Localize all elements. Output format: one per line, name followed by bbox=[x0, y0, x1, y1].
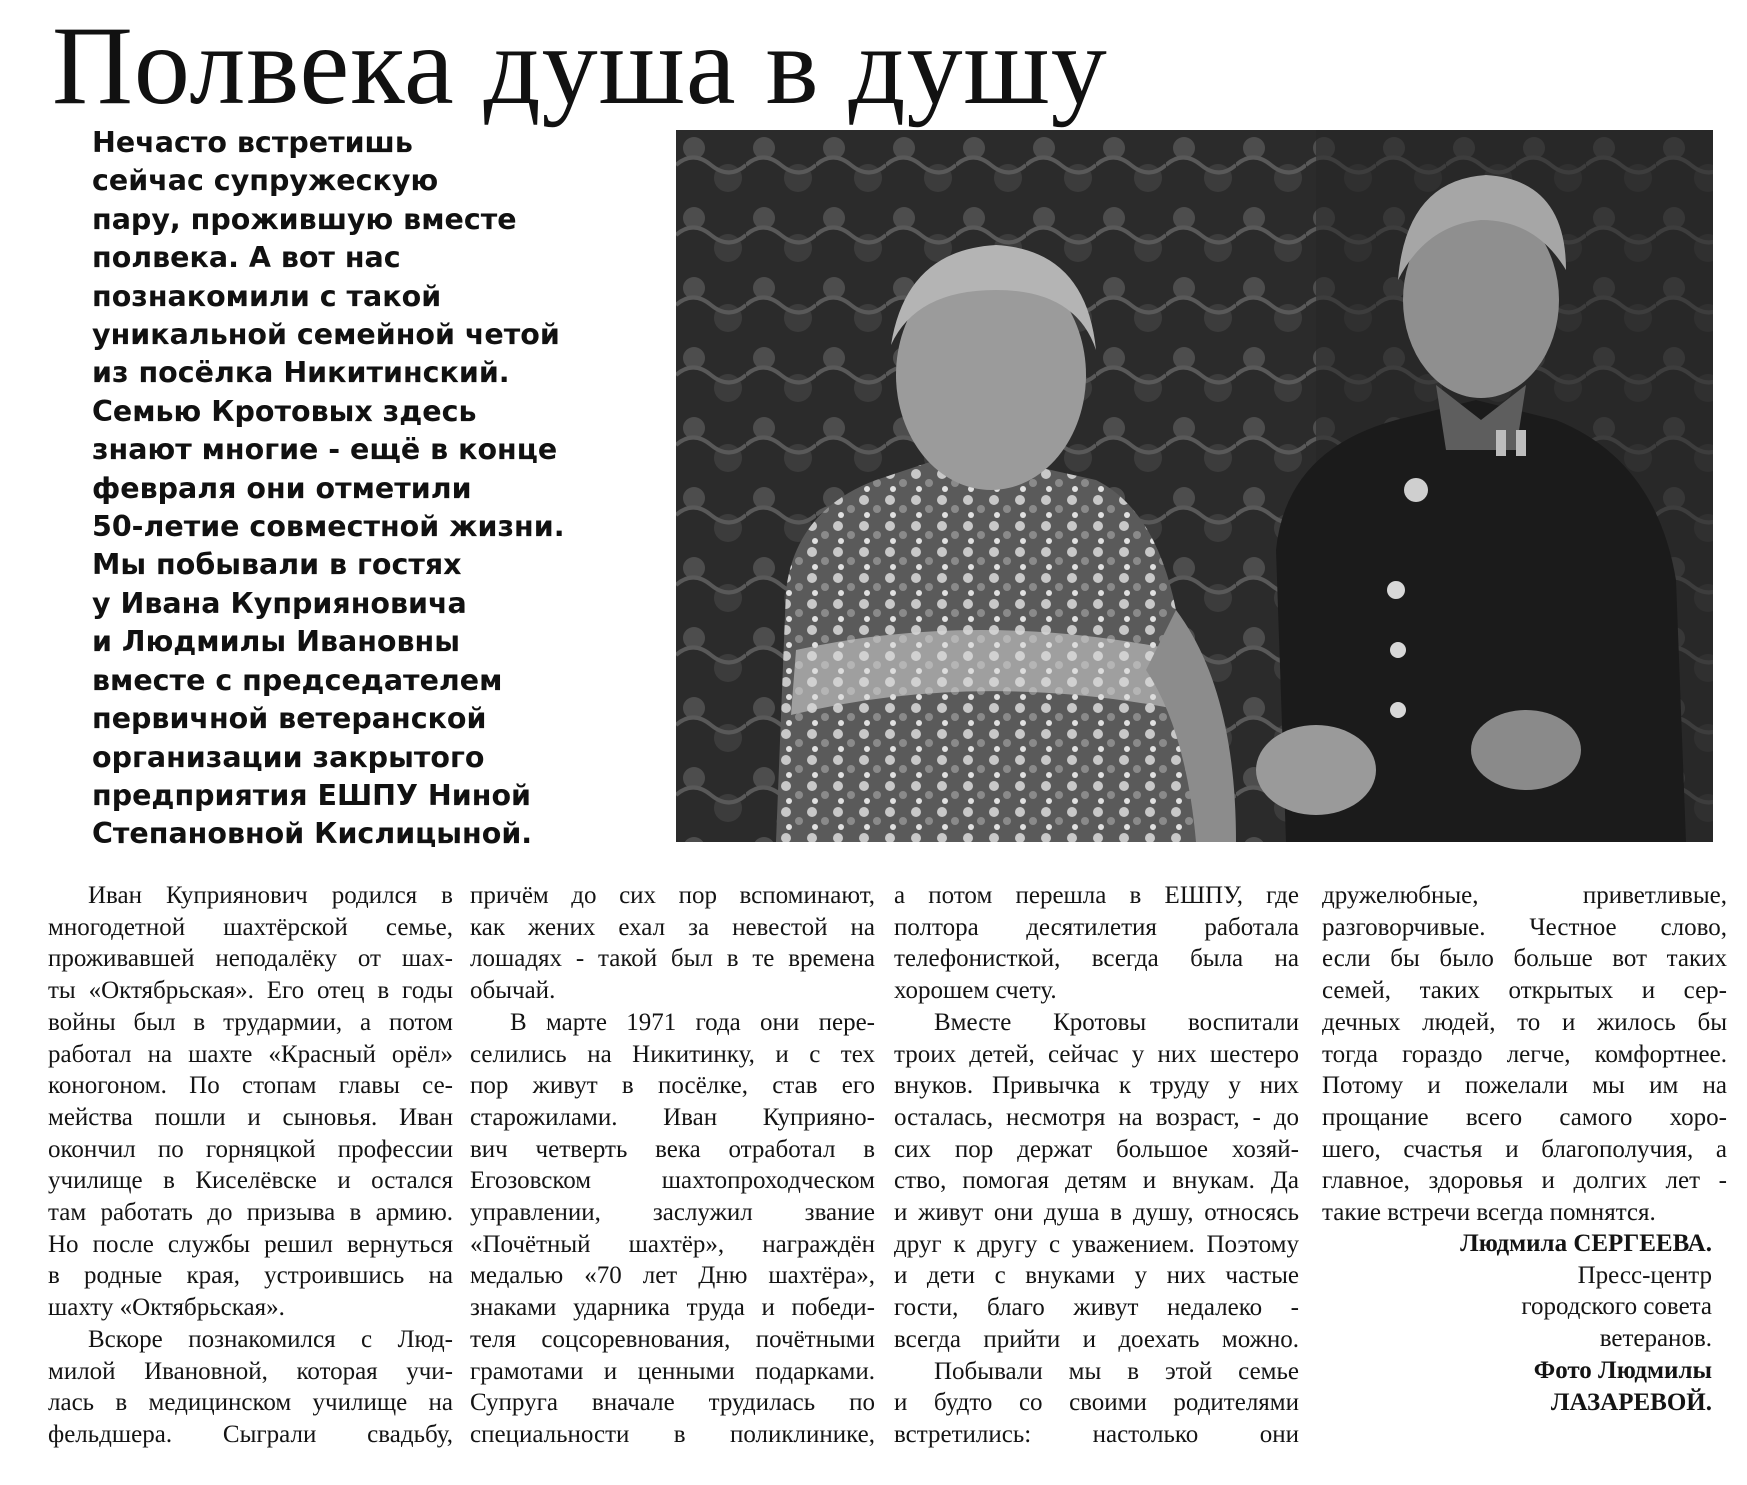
text-line: такие встречи всегда помнятся. bbox=[1322, 1199, 1656, 1227]
lead-line: вместе с председателем bbox=[92, 663, 503, 697]
text-line: медалью «70 лет Дню шахтёра», bbox=[470, 1262, 875, 1290]
text-line: грамотами и ценными подарками. bbox=[470, 1357, 875, 1385]
text-line: полтора десятилетия работала bbox=[894, 913, 1299, 941]
photo-illustration bbox=[676, 130, 1713, 842]
lead-line: из посёлка Никитинский. bbox=[92, 356, 510, 390]
text-line: ство, помогая детям и внукам. Да bbox=[894, 1167, 1299, 1195]
text-line: внуков. Привычка к труду у них bbox=[894, 1072, 1299, 1100]
text-line: работал на шахте «Красный орёл» bbox=[48, 1040, 453, 1068]
author-org-line: городского совета bbox=[1521, 1293, 1712, 1321]
lead-line: уникальной семейной четой bbox=[92, 318, 560, 352]
text-line: училище в Киселёвске и остался bbox=[48, 1167, 453, 1195]
text-line: шего, счастья и благополучия, а bbox=[1322, 1135, 1727, 1163]
text-line: шахту «Октябрьская». bbox=[48, 1294, 285, 1322]
photo-credit: Фото Людмилы bbox=[1533, 1356, 1712, 1384]
headline: Полвека душа в душу bbox=[52, 4, 1108, 128]
text-line: лась в медицинском училище на bbox=[48, 1389, 453, 1417]
text-line: Потому и пожелали мы им на bbox=[1322, 1072, 1727, 1100]
text-line: обычай. bbox=[470, 977, 556, 1005]
text-line: причём до сих пор вспоминают, bbox=[470, 882, 875, 909]
text-line: хорошем счету. bbox=[894, 977, 1057, 1005]
text-line: фельдшера. Сыграли свадьбу, bbox=[48, 1420, 453, 1448]
text-line: многодетной шахтёрской семье, bbox=[48, 913, 453, 941]
text-line: телефонисткой, всегда была на bbox=[894, 945, 1299, 973]
text-line: ты «Октябрьская». Его отец в годы bbox=[48, 977, 453, 1005]
text-line: Егозовском шахтопроходческом bbox=[470, 1167, 875, 1195]
text-line: Но после службы решил вернуться bbox=[48, 1230, 453, 1258]
lead-line: Нечасто встретишь bbox=[92, 126, 413, 159]
lead-line: пару, прожившую вместе bbox=[92, 202, 517, 236]
lead-line: предприятия ЕШПУ Ниной bbox=[92, 778, 531, 812]
lead-line: полвека. А вот нас bbox=[92, 241, 401, 275]
text-line: сих пор держат большое хозяй- bbox=[894, 1135, 1299, 1163]
text-line: Вместе Кротовы воспитали bbox=[934, 1008, 1299, 1036]
lead-line: познакомили с такой bbox=[92, 279, 442, 313]
text-line: осталась, несмотря на возраст, - до bbox=[894, 1103, 1299, 1131]
text-line: Иван Куприянович родился в bbox=[88, 882, 453, 909]
lead-line: 50-летие совместной жизни. bbox=[92, 510, 565, 544]
text-line: прощание всего самого хоро- bbox=[1322, 1103, 1727, 1131]
text-line: и живут они душа в душу, относясь bbox=[894, 1199, 1299, 1227]
text-line: друг к другу с уважением. Поэтому bbox=[894, 1230, 1299, 1258]
text-line: и будто со своими родителями bbox=[894, 1389, 1299, 1417]
lead-line: февраля они отметили bbox=[92, 471, 472, 505]
lead-line: Степановной Кислицыной. bbox=[92, 817, 533, 851]
text-line: теля соцсоревнования, почётными bbox=[470, 1325, 875, 1353]
text-line: Побывали мы в этой семье bbox=[934, 1357, 1299, 1385]
text-line: старожилами. Иван Куприяно- bbox=[470, 1103, 875, 1131]
article-column-1 bbox=[48, 880, 453, 1451]
text-line: в родные края, устроившись на bbox=[48, 1262, 453, 1290]
text-line: лошадях - такой был в те времена bbox=[470, 945, 875, 973]
lead-line: знают многие - ещё в конце bbox=[92, 433, 558, 467]
text-line: вич четверть века отработал в bbox=[470, 1135, 875, 1163]
lead-line: первичной ветеранской bbox=[92, 702, 487, 736]
text-line: пор живут в посёлке, став его bbox=[470, 1072, 875, 1100]
lead-line: сейчас супружескую bbox=[92, 164, 439, 198]
text-line: а потом перешла в ЕШПУ, где bbox=[894, 882, 1299, 909]
text-line: дружелюбные, приветливые, bbox=[1322, 882, 1727, 909]
couple-photo bbox=[676, 130, 1713, 842]
text-line: Супруга вначале трудилась по bbox=[470, 1389, 875, 1417]
text-line: селились на Никитинку, и с тех bbox=[470, 1040, 875, 1068]
text-line: встретились: настолько они bbox=[894, 1420, 1299, 1448]
byline bbox=[1322, 1228, 1712, 1418]
text-line: коногоном. По стопам главы се- bbox=[48, 1072, 453, 1100]
text-line: всегда прийти и доехать можно. bbox=[894, 1325, 1299, 1353]
text-line: если бы было больше вот таких bbox=[1322, 945, 1727, 973]
lead-line: у Ивана Куприяновича bbox=[92, 586, 467, 620]
article-column-3 bbox=[894, 880, 1299, 1451]
text-line: «Почётный шахтёр», награждён bbox=[470, 1230, 875, 1258]
text-line: специальности в поликлинике, bbox=[470, 1420, 875, 1448]
text-line: В марте 1971 года они пере- bbox=[510, 1008, 875, 1036]
text-line: разговорчивые. Честное слово, bbox=[1322, 913, 1727, 941]
text-line: войны был в трудармии, а потом bbox=[48, 1008, 453, 1036]
text-line: главное, здоровья и долгих лет - bbox=[1322, 1167, 1727, 1195]
text-line: проживавшей неподалёку от шах- bbox=[48, 945, 453, 973]
text-line: мейства пошли и сыновья. Иван bbox=[48, 1103, 453, 1131]
text-line: дечных людей, то и жилось бы bbox=[1322, 1008, 1727, 1036]
text-line: Вскоре познакомился с Люд- bbox=[88, 1325, 453, 1353]
text-line: гости, благо живут недалеко - bbox=[894, 1294, 1299, 1322]
text-line: знаками ударника труда и победи- bbox=[470, 1294, 875, 1322]
text-line: и дети с внуками у них частые bbox=[894, 1262, 1299, 1290]
text-line: там работать до призыва в армию. bbox=[48, 1199, 453, 1227]
article-column-2 bbox=[470, 880, 875, 1451]
lead-line: Мы побывали в гостях bbox=[92, 548, 462, 582]
lead-paragraph bbox=[92, 124, 582, 854]
author-org-line: Пресс-центр bbox=[1577, 1261, 1712, 1289]
text-line: милой Ивановной, которая учи- bbox=[48, 1357, 453, 1385]
article-column-4 bbox=[1322, 880, 1727, 1229]
author-org-line: ветеранов. bbox=[1599, 1325, 1712, 1353]
text-line: как жених ехал за невестой на bbox=[470, 913, 875, 941]
photo-credit: ЛАЗАРЕВОЙ. bbox=[1550, 1388, 1712, 1416]
author-name: Людмила СЕРГЕЕВА. bbox=[1460, 1230, 1712, 1257]
lead-line: и Людмилы Ивановны bbox=[92, 625, 461, 659]
lead-line: организации закрытого bbox=[92, 740, 485, 774]
text-line: тогда гораздо легче, комфортнее. bbox=[1322, 1040, 1727, 1068]
lead-line: Семью Кротовых здесь bbox=[92, 394, 477, 428]
text-line: управлении, заслужил звание bbox=[470, 1199, 875, 1227]
text-line: троих детей, сейчас у них шестеро bbox=[894, 1040, 1299, 1068]
text-line: семей, таких открытых и сер- bbox=[1322, 977, 1727, 1005]
text-line: окончил по горняцкой профессии bbox=[48, 1135, 453, 1163]
